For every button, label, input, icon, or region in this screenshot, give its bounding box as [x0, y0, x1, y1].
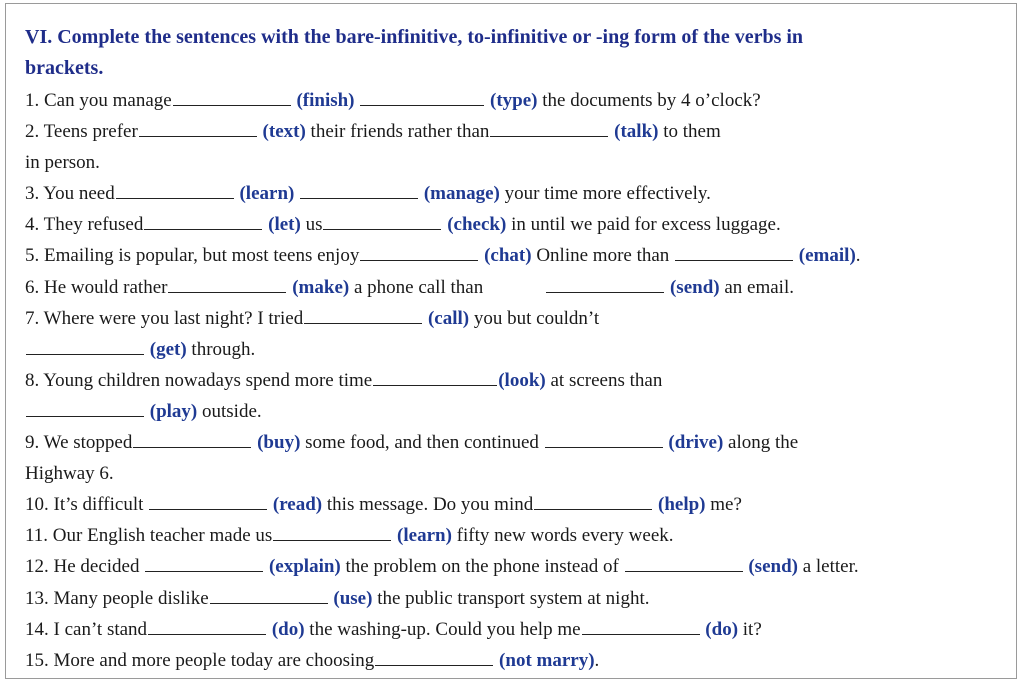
- q15-text-b: .: [594, 649, 600, 671]
- q7-text-a: 7. Where were you last night? I tried: [25, 307, 304, 329]
- q12-hint-1: (explain): [268, 556, 341, 578]
- q7-blank-2[interactable]: [26, 353, 144, 355]
- q1-hint-1: (finish): [296, 90, 355, 111]
- worksheet: [5, 3, 1017, 679]
- q2-text-b: their friends rather than: [305, 121, 490, 143]
- q14-text-b: the washing-up. Could you help me: [304, 618, 581, 640]
- q7-hint-2: (get): [149, 338, 187, 360]
- q4-hint-1: (let): [268, 214, 301, 236]
- q8-hint-2: (play): [149, 400, 198, 422]
- q9-hint-1: (buy): [257, 432, 301, 454]
- q4-text-c: in until we paid for excess luggage.: [506, 214, 781, 236]
- question-1: [25, 85, 1010, 116]
- q11-text-b: fifty new words every week.: [451, 525, 674, 547]
- q4-text-a: 4. They refused: [25, 214, 144, 236]
- question-2: [25, 116, 1010, 147]
- question-14: [25, 614, 1010, 645]
- q15-text-a: 15. More and more people today are choosing: [25, 649, 375, 671]
- q2-hint-2: (talk): [614, 121, 659, 143]
- q1-blank-1[interactable]: [173, 104, 291, 106]
- q9-blank-2[interactable]: [545, 446, 663, 448]
- q13-text-a: 13. Many people dislike: [25, 587, 209, 609]
- q5-blank-2[interactable]: [675, 259, 793, 261]
- q6-hint-1: (make): [292, 276, 350, 298]
- question-6: [25, 272, 1010, 303]
- q2-hint-1: (text): [262, 121, 306, 143]
- q4-text-b: us: [300, 214, 323, 236]
- q10-text-b: this message. Do you mind: [322, 494, 534, 516]
- q5-hint-1: (chat): [484, 245, 532, 267]
- q15-blank-1[interactable]: [375, 664, 493, 666]
- q6-text-c: an email.: [719, 276, 794, 298]
- q2-blank-1[interactable]: [139, 135, 257, 137]
- q1-blank-2[interactable]: [360, 104, 484, 106]
- title-line-2: brackets.: [25, 57, 104, 79]
- q9-blank-1[interactable]: [133, 446, 251, 448]
- q6-blank-2[interactable]: [546, 291, 664, 293]
- q10-blank-2[interactable]: [534, 508, 652, 510]
- q13-blank-1[interactable]: [210, 602, 328, 604]
- q11-text-a: 11. Our English teacher made us: [25, 525, 273, 547]
- q12-text-b: the problem on the phone instead of: [340, 556, 624, 578]
- q5-text-b: Online more than: [531, 245, 675, 267]
- q10-blank-1[interactable]: [149, 508, 267, 510]
- q10-hint-1: (read): [272, 494, 323, 516]
- q10-hint-2: (help): [658, 494, 706, 516]
- q15-hint-1: (not marry): [499, 649, 595, 671]
- exercise-title: [25, 22, 1010, 84]
- question-11: [25, 520, 1010, 551]
- q10-text-a: 10. It’s difficult: [25, 494, 149, 516]
- q2-text-a: 2. Teens prefer: [25, 121, 138, 143]
- q9-text-cont: Highway 6.: [25, 463, 114, 485]
- q8-hint-1: (look): [498, 369, 546, 391]
- q14-hint-1: (do): [271, 618, 305, 640]
- question-5: [25, 240, 1010, 271]
- q7-blank-1[interactable]: [304, 322, 422, 324]
- q9-text-c: along the: [723, 432, 799, 454]
- q7-text-c: through.: [186, 338, 256, 360]
- q3-hint-2: (manage): [423, 183, 500, 205]
- q8-text-c: outside.: [197, 400, 262, 422]
- q5-blank-1[interactable]: [360, 259, 478, 261]
- q6-text-a: 6. He would rather: [25, 276, 168, 298]
- question-8: [25, 365, 1010, 396]
- question-9: [25, 427, 1010, 458]
- q4-blank-1[interactable]: [144, 228, 262, 230]
- title-line-1: VI. Complete the sentences with the bare-infinitive, to-infinitive or -ing form of the verbs in: [25, 26, 804, 48]
- q3-text-a: 3. You need: [25, 183, 115, 205]
- question-3: [25, 178, 1010, 209]
- q14-text-a: 14. I can’t stand: [25, 618, 148, 640]
- q3-blank-1[interactable]: [116, 197, 234, 199]
- q12-text-c: a letter.: [797, 556, 859, 578]
- q13-text-b: the public transport system at night.: [372, 587, 650, 609]
- question-7-continuation: [25, 334, 1010, 365]
- q6-hint-2: (send): [669, 276, 720, 298]
- q3-hint-1: (learn): [239, 183, 295, 205]
- q10-text-c: me?: [705, 494, 742, 516]
- q3-text-b: your time more effectively.: [499, 183, 711, 205]
- q7-text-b: you but couldn’t: [469, 307, 600, 329]
- q2-text-cont: in person.: [25, 152, 100, 174]
- q12-blank-2[interactable]: [625, 570, 743, 572]
- q5-hint-2: (email): [798, 245, 856, 267]
- question-10: [25, 489, 1010, 520]
- question-13: [25, 583, 1010, 614]
- q11-hint-1: (learn): [397, 525, 452, 547]
- q14-hint-2: (do): [705, 618, 739, 640]
- question-2-continuation: [25, 147, 1010, 178]
- exercise-content: [25, 22, 1010, 676]
- q12-text-a: 12. He decided: [25, 556, 145, 578]
- q1-text-a: 1. Can you manage: [25, 90, 172, 111]
- q7-hint-1: (call): [427, 307, 470, 329]
- q12-hint-2: (send): [748, 556, 798, 578]
- q4-hint-2: (check): [447, 214, 507, 236]
- q14-blank-2[interactable]: [582, 633, 700, 635]
- q8-blank-1[interactable]: [373, 384, 497, 386]
- question-12: [25, 551, 1010, 582]
- question-9-continuation: [25, 458, 1010, 489]
- q8-text-b: at screens than: [545, 369, 663, 391]
- q12-blank-1[interactable]: [145, 570, 263, 572]
- q6-text-b: a phone call than: [349, 276, 484, 298]
- q3-blank-2[interactable]: [300, 197, 418, 199]
- question-8-continuation: [25, 396, 1010, 427]
- q9-text-a: 9. We stopped: [25, 432, 133, 454]
- q13-hint-1: (use): [333, 587, 373, 609]
- q1-text-b: the documents by 4 o’clock?: [537, 90, 761, 111]
- q8-blank-2[interactable]: [26, 415, 144, 417]
- q9-hint-2: (drive): [668, 432, 724, 454]
- q6-blank-1[interactable]: [168, 291, 286, 293]
- q2-text-c: to them: [658, 121, 721, 143]
- q14-text-c: it?: [738, 618, 762, 640]
- q4-blank-2[interactable]: [323, 228, 441, 230]
- q11-blank-1[interactable]: [273, 539, 391, 541]
- q2-blank-2[interactable]: [490, 135, 608, 137]
- question-15: [25, 645, 1010, 676]
- question-7: [25, 303, 1010, 334]
- q8-text-a: 8. Young children nowadays spend more time: [25, 369, 373, 391]
- q5-text-c: .: [855, 245, 861, 267]
- q14-blank-1[interactable]: [148, 633, 266, 635]
- q1-hint-2: (type): [490, 90, 538, 111]
- question-4: [25, 209, 1010, 240]
- q5-text-a: 5. Emailing is popular, but most teens enjoy: [25, 245, 360, 267]
- q9-text-b: some food, and then continued: [300, 432, 544, 454]
